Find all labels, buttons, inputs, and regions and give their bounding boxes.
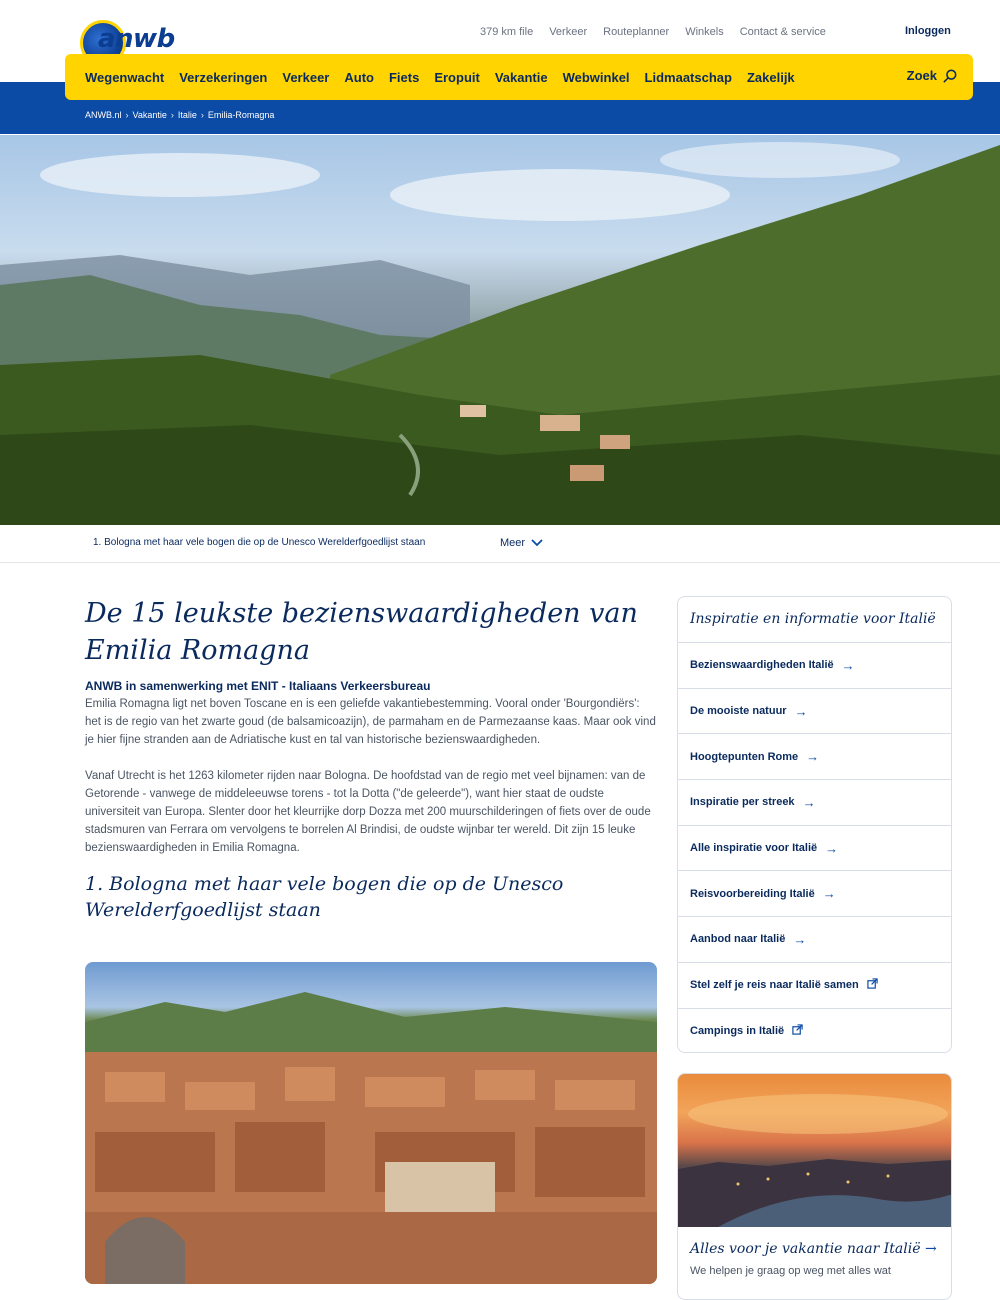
promo-card[interactable] — [677, 1073, 952, 1300]
arrow-right-icon: → — [793, 931, 807, 947]
nav-item-wegenwacht[interactable]: Wegenwacht — [85, 69, 165, 85]
nav-item-fiets[interactable]: Fiets — [388, 69, 420, 85]
utility-links — [480, 26, 826, 38]
promo-title-text: Alles voor je vakantie naar Italië — [690, 1241, 921, 1257]
arrow-right-icon: → — [822, 886, 836, 902]
page-title: De 15 leukste bezienswaardigheden van Emilia Romagna — [85, 598, 638, 666]
search-icon — [943, 69, 957, 83]
bologna-image — [85, 962, 657, 1284]
nav-item-lidmaatschap[interactable]: Lidmaatschap — [644, 69, 732, 85]
hero-caption: 1. Bologna met haar vele bogen die op de Unesco Werelderfgoedlijst staan — [93, 537, 426, 548]
sidebar-item-label: Bezienswaardigheden Italië — [690, 659, 834, 672]
breadcrumb-chevron-icon: › — [200, 110, 204, 120]
search-label: Zoek — [906, 68, 937, 83]
login-link[interactable]: Inloggen — [905, 25, 951, 37]
arrow-right-icon: → — [924, 1241, 937, 1257]
breadcrumb-item[interactable]: Vakantie — [132, 110, 167, 120]
section-heading: 1. Bologna met haar vele bogen die op de Unesco Werelderfgoedlijst staan — [85, 873, 564, 921]
arrow-right-icon: → — [825, 840, 839, 856]
sidebar-links — [677, 596, 952, 1053]
utility-link-winkels[interactable]: Winkels — [685, 26, 724, 38]
article-paragraph: Vanaf Utrecht is het 1263 kilometer rijden naar Bologna. De hoofdstad van de regio met veel bijnamen: van de Getorende - vanwege de middeleeuwse torens - tot la Dotta ("de geleerde"), want hier staat de oudste universiteit van Europa. Slenter door het kleurrijke dorp Dozza met 200 muurschilderingen of fiets over de oude stadsmuren van Ferrara om vervolgens te borrelen Al Brindisi, de oudste wijnbar ter wereld. Dit zijn 15 leuke bezienswaardigheden in Emilia Romagna. — [85, 770, 651, 854]
nav-item-verkeer[interactable]: Verkeer — [282, 69, 330, 85]
sidebar-item-label: Campings in Italië — [690, 1025, 785, 1038]
utility-link-routeplanner[interactable]: Routeplanner — [603, 26, 670, 38]
utility-link-verkeer[interactable]: Verkeer — [549, 26, 588, 38]
breadcrumb — [85, 110, 274, 120]
nav-item-auto[interactable]: Auto — [344, 69, 374, 85]
logo-text: anwb — [98, 24, 175, 54]
sidebar-title: Inspiratie en informatie voor Italië — [678, 597, 951, 643]
external-link-icon — [792, 1024, 803, 1038]
arrow-right-icon: → — [794, 703, 808, 719]
sidebar-item-aanbod[interactable] — [678, 917, 951, 963]
hero-landscape-illustration — [0, 135, 1000, 525]
breadcrumb-item: Emilia-Romagna — [207, 110, 275, 120]
nav-item-eropuit[interactable]: Eropuit — [434, 69, 480, 85]
nav-item-verzekeringen[interactable]: Verzekeringen — [179, 69, 268, 85]
sidebar-item-reisvoorbereiding[interactable] — [678, 871, 951, 917]
nav-item-zakelijk[interactable]: Zakelijk — [746, 69, 795, 85]
breadcrumb-item[interactable]: ANWB.nl — [85, 110, 122, 120]
sidebar-item-campings[interactable] — [678, 1009, 951, 1055]
hero-image — [0, 135, 1000, 525]
sidebar-item-label: Reisvoorbereiding Italië — [690, 887, 815, 900]
arrow-right-icon: → — [806, 749, 820, 765]
sidebar-item-label: De mooiste natuur — [690, 705, 787, 718]
nav-item-vakantie[interactable]: Vakantie — [494, 69, 548, 85]
more-label: Meer — [500, 537, 526, 549]
article — [85, 595, 657, 923]
promo-image — [678, 1074, 952, 1227]
sidebar-item-reis-samenstellen[interactable] — [678, 963, 951, 1009]
breadcrumb-chevron-icon: › — [170, 110, 174, 120]
sidebar-item-label: Inspiratie per streek — [690, 796, 795, 809]
search-button[interactable] — [907, 68, 957, 83]
sidebar-item-label: Alle inspiratie voor Italië — [690, 842, 818, 855]
promo-title — [678, 1227, 951, 1259]
nav-item-webwinkel[interactable]: Webwinkel — [562, 69, 630, 85]
breadcrumb-chevron-icon: › — [125, 110, 129, 120]
sidebar-item-alle-inspiratie[interactable] — [678, 826, 951, 872]
sidebar-item-label: Stel zelf je reis naar Italië samen — [690, 979, 859, 992]
hero-caption-bar — [0, 525, 1000, 563]
article-author: ANWB in samenwerking met ENIT - Italiaans Verkeersbureau — [85, 679, 431, 693]
more-button[interactable] — [500, 537, 543, 549]
external-link-icon — [867, 978, 878, 992]
sidebar-item-bezienswaardigheden[interactable] — [678, 643, 951, 689]
arrow-right-icon: → — [802, 794, 816, 810]
chevron-down-icon — [531, 539, 543, 547]
promo-text: We helpen je graag op weg met alles wat — [690, 1265, 891, 1277]
top-bar — [0, 0, 1000, 60]
utility-link-contact[interactable]: Contact & service — [739, 26, 826, 38]
sidebar-item-streek[interactable] — [678, 780, 951, 826]
article-paragraph: Emilia Romagna ligt net boven Toscane en is een geliefde vakantiebestemming. Vooral onder 'Bourgondiërs': het is de regio van het zwarte goud (de balsamicoazijn), de parmaham en de Parmezaanse kaas. Maar ook vind je hier fijne stranden aan de Adriatische kust en tal van historische bezienswaardigheden. — [85, 698, 656, 746]
sidebar-item-natuur[interactable] — [678, 689, 951, 735]
utility-link-file[interactable]: 379 km file — [480, 26, 534, 38]
sidebar-item-label: Aanbod naar Italië — [690, 933, 786, 946]
bologna-cityscape-illustration — [85, 962, 657, 1284]
sidebar-item-rome[interactable] — [678, 734, 951, 780]
arrow-right-icon: → — [841, 657, 855, 673]
sidebar-item-label: Hoogtepunten Rome — [690, 750, 799, 763]
main-nav — [65, 54, 973, 100]
breadcrumb-item[interactable]: Italie — [177, 110, 197, 120]
verona-sunset-illustration — [678, 1074, 952, 1227]
